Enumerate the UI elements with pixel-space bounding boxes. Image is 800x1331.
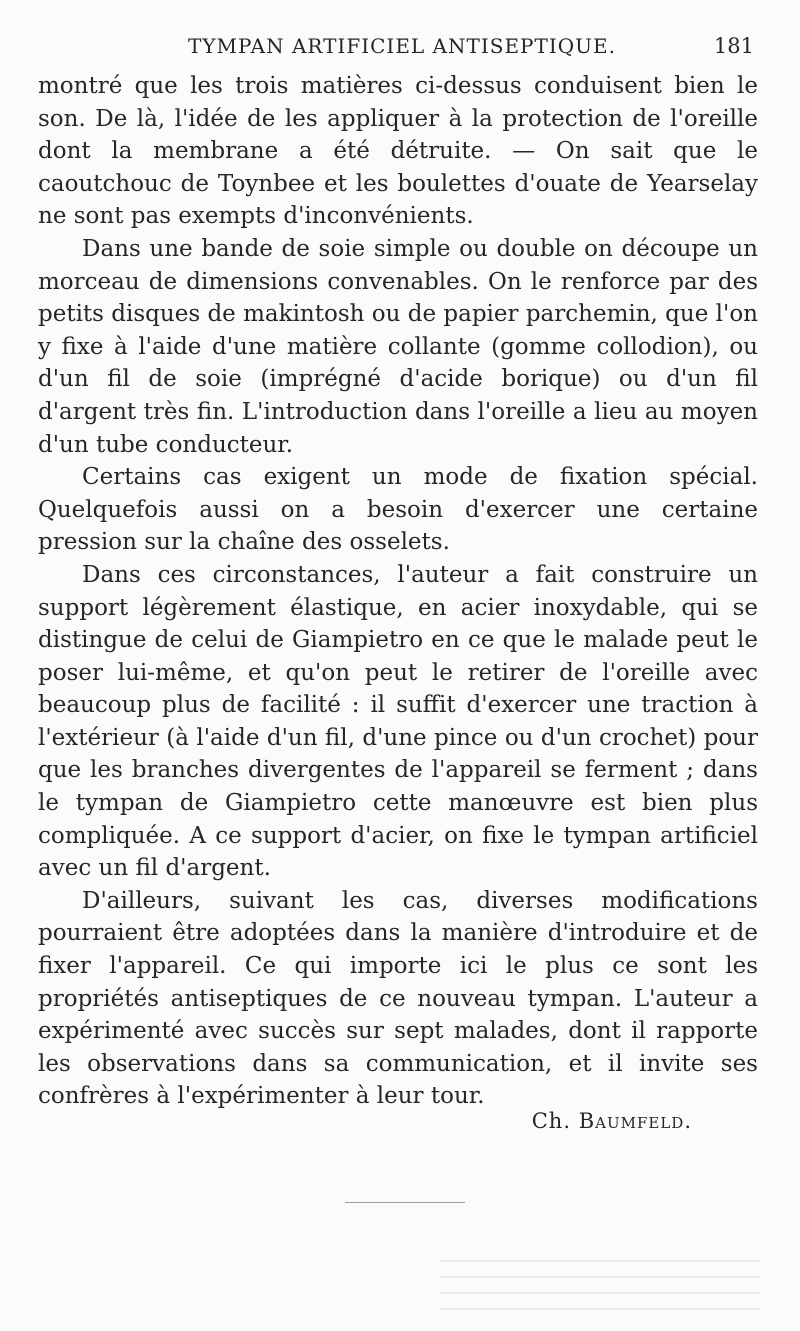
signature-initials: Ch.	[531, 1109, 572, 1133]
paragraph: Dans ces circonstances, l'auteur a fait construire un support légèrement élastique, en acier inoxydable, qui se distingue de celui de Giampietro en ce que le malade peut le poser lui-même, et qu'on peut le retirer de l'oreille avec beaucoup plus de facilité : il suffit d'exercer une traction à l'extérieur (à l'aide d'un fil, d'une pince ou d'un crochet) pour que les branches divergentes de l'appareil se ferment ; dans le tympan de Giampietro cette manœuvre est bien plus compliquée. A ce support d'acier, on fixe le tympan artificiel avec un fil d'argent.	[38, 561, 758, 882]
page-number: 181	[713, 34, 754, 58]
author-signature	[532, 1109, 692, 1133]
section-divider	[345, 1202, 465, 1203]
paragraph-continued: montré que les trois matières ci-dessus conduisent bien le son. De là, l'idée de les appliquer à la protection de l'oreille dont la membrane a été détruite. — On sait que le caoutchouc de Toynbee et les boulettes d'ouate de Yearselay ne sont pas exempts d'inconvénients.	[38, 73, 758, 230]
body-text	[38, 70, 758, 1113]
paragraph: Certains cas exigent un mode de fixation spécial. Quelquefois aussi on a besoin d'exercer une certaine pression sur la chaîne des osselets.	[38, 464, 758, 556]
signature-surname: Baumfeld.	[578, 1109, 692, 1133]
show-through-texture	[440, 1260, 760, 1310]
paragraph: D'ailleurs, suivant les cas, diverses modifications pourraient être adoptées dans la manière d'introduire et de fixer l'appareil. Ce qui importe ici le plus ce sont les propriétés antiseptiques de ce nouveau tympan. L'auteur a expérimenté avec succès sur sept malades, dont il rapporte les observations dans sa communication, et il invite ses confrères à l'expérimenter à leur tour.	[38, 887, 758, 1110]
paragraph: Dans une bande de soie simple ou double on découpe un morceau de dimensions convenables. On le renforce par des petits disques de makintosh ou de papier parchemin, que l'on y fixe à l'aide d'une matière collante (gomme collodion), ou d'un fil de soie (imprégné d'acide borique) ou d'un fil d'argent très fin. L'introduction dans l'oreille a lieu au moyen d'un tube conducteur.	[38, 235, 758, 458]
running-title: TYMPAN ARTIFICIEL ANTISEPTIQUE.	[188, 34, 616, 58]
running-head	[38, 34, 758, 64]
